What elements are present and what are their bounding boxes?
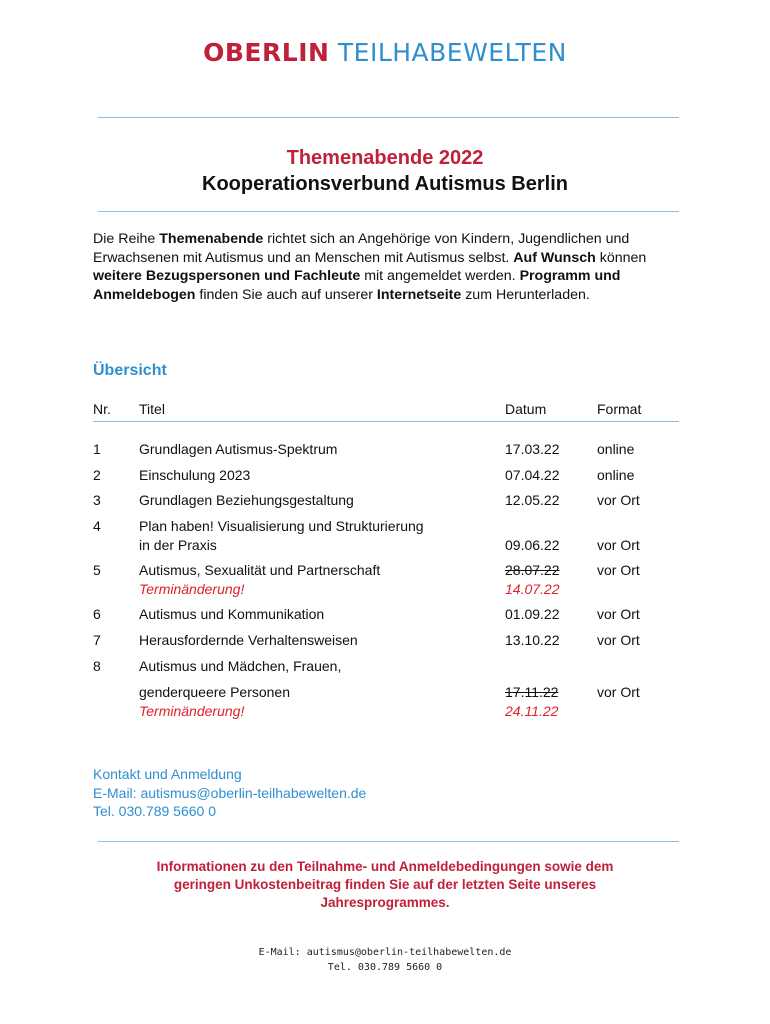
logo-brand: OBERLIN: [203, 38, 330, 67]
logo-sub: TEILHABEWELTEN: [337, 38, 567, 67]
row-nr: 2: [93, 467, 101, 483]
divider: [98, 117, 679, 118]
contact-phone: Tel. 030.789 5660 0: [93, 803, 216, 819]
row-date: 07.04.22: [505, 467, 560, 483]
date-change-note: Terminänderung!: [139, 703, 245, 719]
row-format: online: [597, 441, 635, 457]
row-format: vor Ort: [597, 684, 640, 700]
row-format: vor Ort: [597, 562, 640, 578]
row-title: Grundlagen Beziehungsgestaltung: [139, 492, 354, 508]
page-title: Themenabende 2022: [286, 147, 484, 169]
row-old-date: 28.07.22: [505, 562, 560, 578]
row-date: 13.10.22: [505, 632, 560, 648]
row-format: vor Ort: [597, 606, 640, 622]
date-change-note: Terminänderung!: [139, 581, 245, 597]
row-title-continued: in der Praxis: [139, 537, 217, 553]
overview-heading: Übersicht: [93, 362, 167, 379]
column-header-date: Datum: [505, 401, 547, 417]
column-header-format: Format: [597, 401, 642, 417]
contact-block: [93, 765, 366, 821]
row-title: Herausfordernde Verhaltensweisen: [139, 632, 358, 648]
row-title: Autismus und Mädchen, Frauen,: [139, 658, 342, 674]
row-date: 12.05.22: [505, 492, 560, 508]
row-title: Grundlagen Autismus-Spektrum: [139, 441, 338, 457]
column-header-nr: Nr.: [93, 401, 111, 417]
row-title: Einschulung 2023: [139, 467, 251, 483]
logo: [0, 38, 770, 67]
row-date: 09.06.22: [505, 537, 560, 553]
column-header-title: Titel: [139, 401, 165, 417]
row-nr: 5: [93, 562, 101, 578]
footer-phone: Tel. 030.789 5660 0: [327, 962, 443, 973]
row-nr: 7: [93, 632, 101, 648]
row-nr: 3: [93, 492, 101, 508]
conditions-notice: Informationen zu den Teilnahme- und Anmeldebedingungen sowie dem geringen Unkostenbeitrag finden Sie auf der letzten Seite unseres Jahresprogrammes.: [156, 859, 614, 910]
row-format: vor Ort: [597, 492, 640, 508]
intro-paragraph: Die Reihe Themenabende richtet sich an Angehörige von Kindern, Jugendlichen und Erwachsenen mit Autismus und an Menschen mit Autismus selbst. Auf Wunsch können weitere Bezugspersonen und Fachleute mit angemeldet werden. Programm und Anmeldebogen finden Sie auch auf unserer Internetseite zum Herunterladen.: [93, 231, 647, 303]
row-title: Autismus, Sexualität und Partnerschaft: [139, 562, 381, 578]
row-format: vor Ort: [597, 537, 640, 553]
row-date: 01.09.22: [505, 606, 560, 622]
table-header-divider: [93, 421, 679, 422]
row-format: online: [597, 467, 635, 483]
row-date: 17.03.22: [505, 441, 560, 457]
row-new-date: 14.07.22: [505, 581, 560, 597]
row-title: Autismus und Kommunikation: [139, 606, 325, 622]
divider: [98, 841, 679, 842]
page-subtitle: Kooperationsverbund Autismus Berlin: [202, 173, 568, 195]
divider: [98, 211, 679, 212]
row-format: vor Ort: [597, 632, 640, 648]
row-nr: 6: [93, 606, 101, 622]
row-old-date: 17.11.22: [505, 684, 559, 700]
row-title: Plan haben! Visualisierung und Strukturierung: [139, 518, 424, 534]
footer-email: E-Mail: autismus@oberlin-teilhabewelten.de: [258, 947, 512, 958]
row-title-continued: genderqueere Personen: [139, 684, 291, 700]
row-nr: 4: [93, 518, 101, 534]
row-nr: 1: [93, 441, 101, 457]
row-nr: 8: [93, 658, 101, 674]
contact-email-link[interactable]: E-Mail: autismus@oberlin-teilhabewelten.de: [93, 784, 367, 801]
row-new-date: 24.11.22: [505, 703, 559, 719]
contact-heading: Kontakt und Anmeldung: [93, 766, 242, 782]
